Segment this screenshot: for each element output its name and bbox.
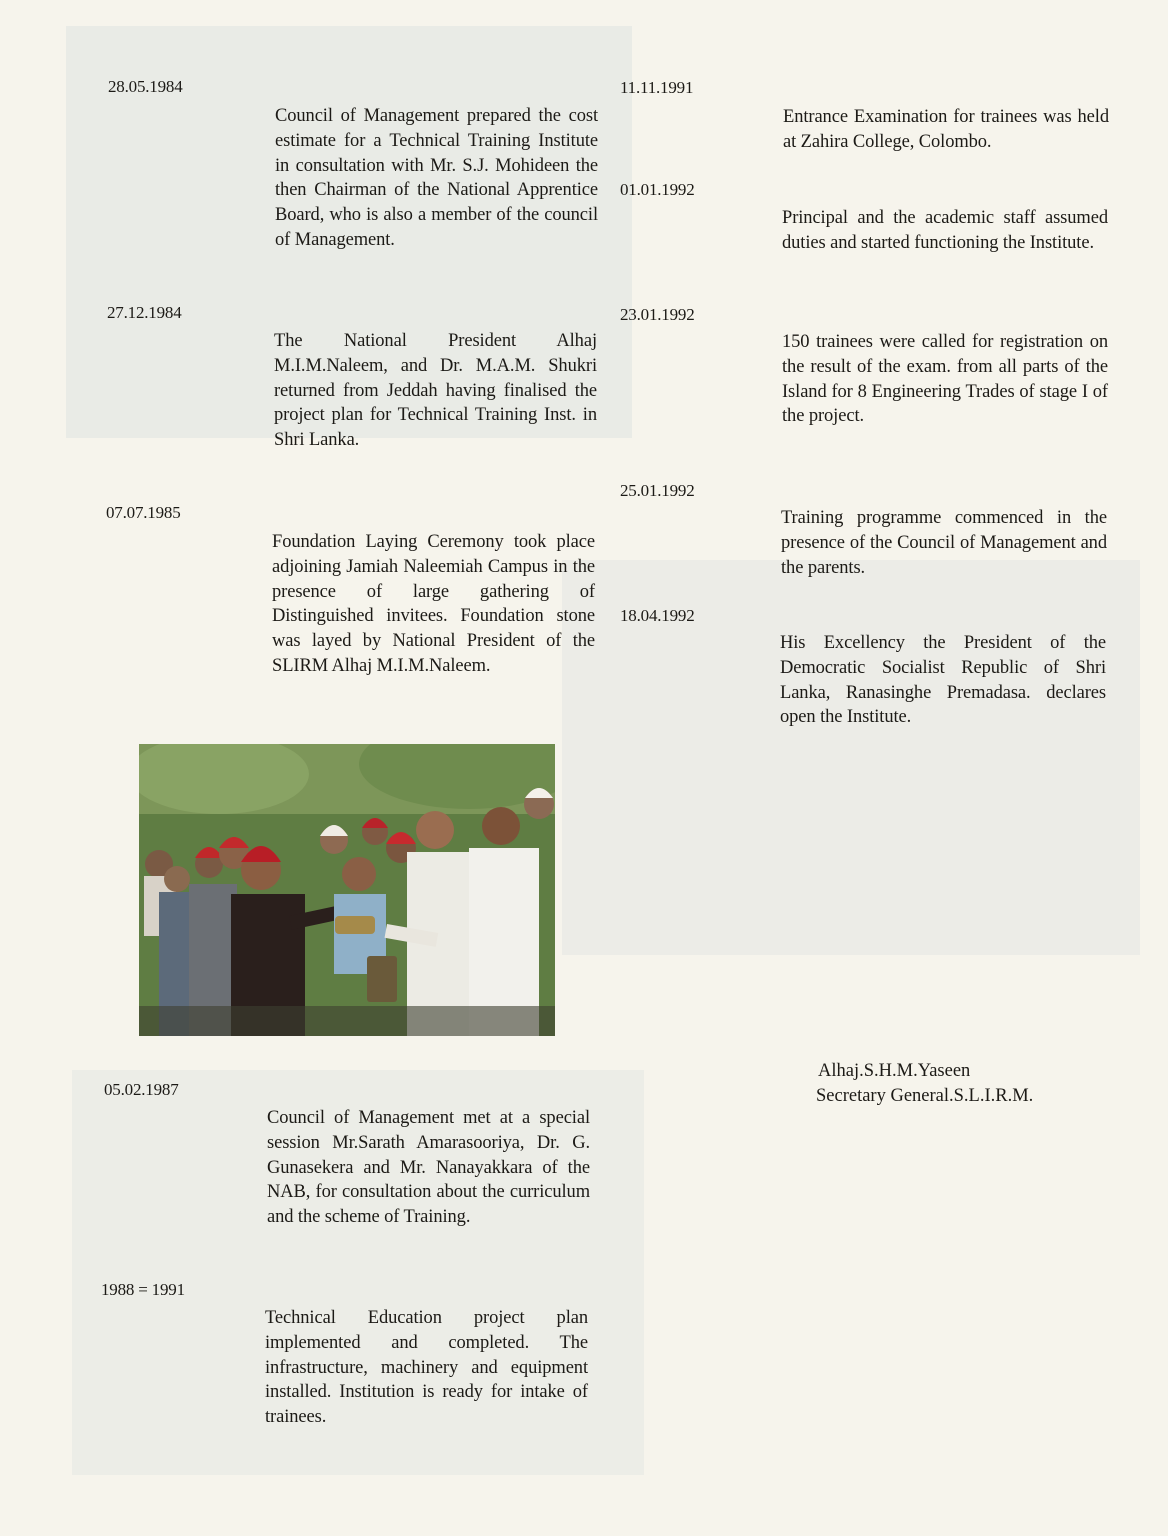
ceremony-photograph <box>139 744 555 1036</box>
entry-text: Council of Management prepared the cost estimate for a Technical Training Institute in consultation with Mr. S.J. Mohideen the then Chairman of the National Apprentice Board, who is also a member of the council of Management. <box>275 106 598 250</box>
entry-text: 150 trainees were called for registration on the result of the exam. from all parts of the Island for 8 Engineering Trades of stage I of the project. <box>782 332 1108 427</box>
entry-text: Entrance Examination for trainees was held at Zahira College, Colombo. <box>783 107 1109 152</box>
signatory-title: Secretary General.S.L.I.R.M. <box>816 1086 1034 1106</box>
signatory-name: Alhaj.S.H.M.Yaseen <box>818 1061 971 1081</box>
entry-text: Training programme commenced in the presence of the Council of Management and the parents. <box>781 508 1107 578</box>
entry-text: Principal and the academic staff assumed duties and started functioning the Institute. <box>782 208 1108 253</box>
entry-date: 28.05.1984 <box>108 77 183 96</box>
entry-text: Technical Education project plan implemented and completed. The infrastructure, machinery and equipment installed. Institution is ready for intake of trainees. <box>265 1308 588 1428</box>
entry-date: 01.01.1992 <box>620 180 695 199</box>
entry-date: 25.01.1992 <box>620 481 695 500</box>
entry-date: 18.04.1992 <box>620 606 695 625</box>
entry-date: 1988 = 1991 <box>101 1280 185 1299</box>
entry-text: Foundation Laying Ceremony took place adjoining Jamiah Naleemiah Campus in the presence of large gathering of Distinguished invitees. Foundation stone was layed by National President of the SLIRM Alhaj M.I.M.Naleem. <box>272 532 595 676</box>
entry-date: 11.11.1991 <box>620 78 694 97</box>
entry-date: 07.07.1985 <box>106 503 181 522</box>
entry-text: His Excellency the President of the Democratic Socialist Republic of Shri Lanka, Ranasinghe Premadasa. declares open the Institute. <box>780 633 1106 728</box>
entry-date: 23.01.1992 <box>620 305 695 324</box>
entry-date: 05.02.1987 <box>104 1080 179 1099</box>
entry-text: The National President Alhaj M.I.M.Naleem, and Dr. M.A.M. Shukri returned from Jeddah having finalised the project plan for Technical Training Inst. in Shri Lanka. <box>274 331 597 451</box>
entry-date: 27.12.1984 <box>107 303 182 322</box>
entry-text: Council of Management met at a special session Mr.Sarath Amarasooriya, Dr. G. Gunasekera and Mr. Nanayakkara of the NAB, for consultation about the curriculum and the scheme of Training. <box>267 1108 590 1228</box>
